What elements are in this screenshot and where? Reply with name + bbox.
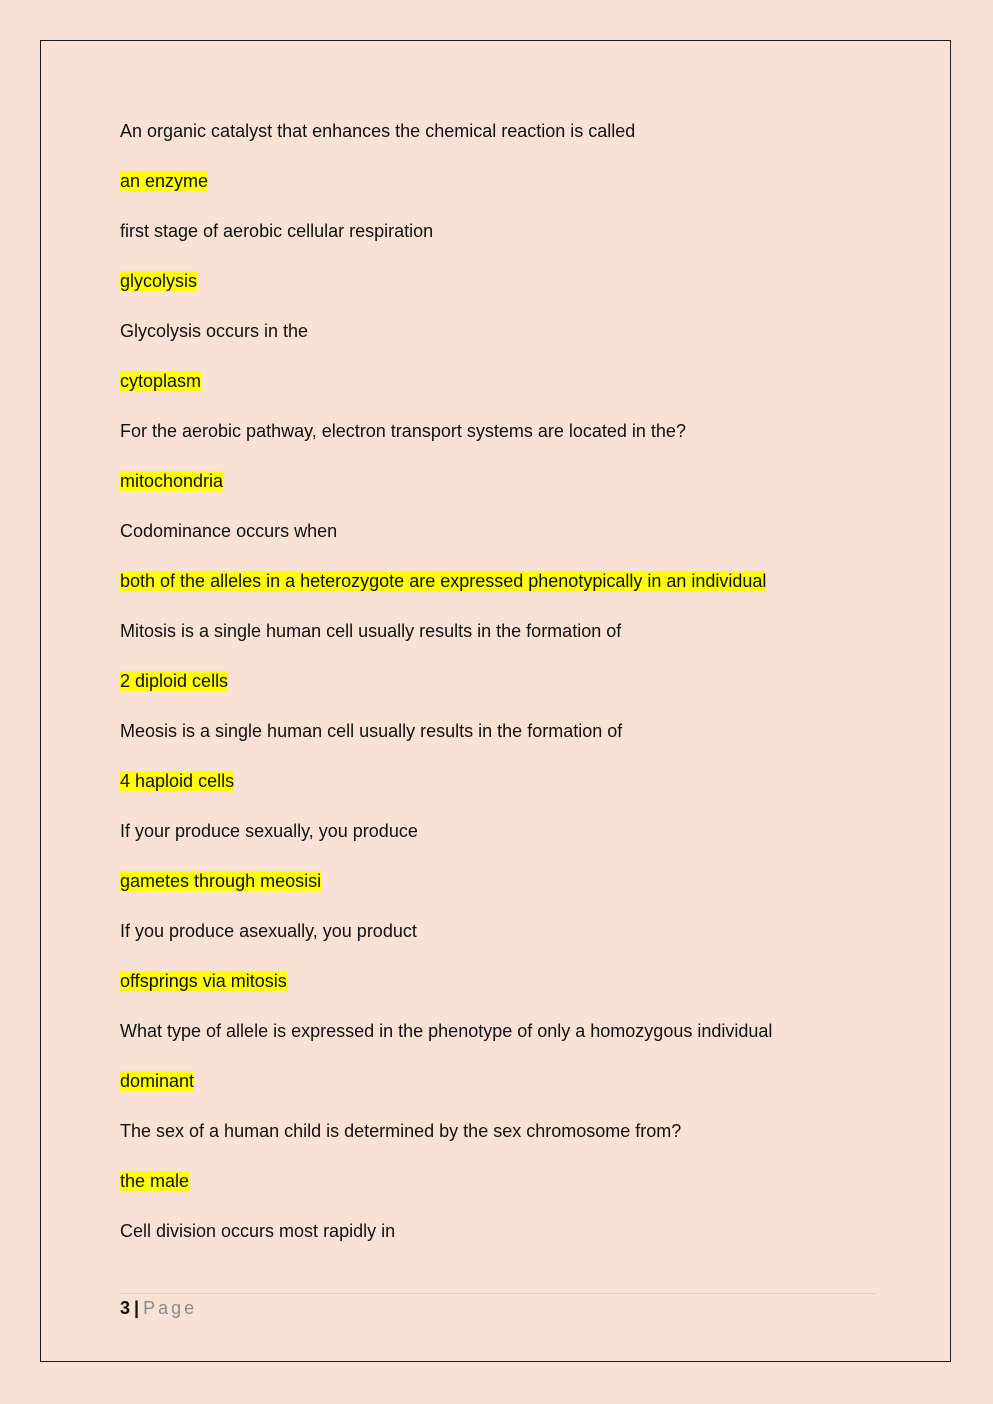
answer-text: glycolysis bbox=[120, 271, 198, 291]
answer-text: cytoplasm bbox=[120, 371, 202, 391]
answer-text: the male bbox=[120, 1171, 190, 1191]
question-text: For the aerobic pathway, electron transport systems are located in the? bbox=[120, 421, 686, 441]
footer-divider bbox=[120, 1293, 876, 1294]
question-line bbox=[120, 1018, 880, 1068]
question-line bbox=[120, 318, 880, 368]
question-line bbox=[120, 1218, 880, 1268]
question-text: What type of allele is expressed in the phenotype of only a homozygous individual bbox=[120, 1021, 773, 1041]
question-text: If your produce sexually, you produce bbox=[120, 821, 418, 841]
question-line bbox=[120, 618, 880, 668]
question-text: first stage of aerobic cellular respiration bbox=[120, 221, 434, 241]
question-text: Cell division occurs most rapidly in bbox=[120, 1221, 396, 1241]
answer-line bbox=[120, 1068, 880, 1118]
question-text: The sex of a human child is determined by the sex chromosome from? bbox=[120, 1121, 682, 1141]
question-line bbox=[120, 118, 880, 168]
answer-text: 2 diploid cells bbox=[120, 671, 229, 691]
answer-text: 4 haploid cells bbox=[120, 771, 235, 791]
question-text: Mitosis is a single human cell usually results in the formation of bbox=[120, 621, 622, 641]
answer-line bbox=[120, 568, 880, 618]
answer-text: dominant bbox=[120, 1071, 195, 1091]
question-text: An organic catalyst that enhances the chemical reaction is called bbox=[120, 121, 636, 141]
answer-text: gametes through meosisi bbox=[120, 871, 322, 891]
page-number: 3 bbox=[120, 1298, 131, 1318]
answer-line bbox=[120, 968, 880, 1018]
answer-text: offsprings via mitosis bbox=[120, 971, 287, 991]
footer-separator: | bbox=[134, 1298, 140, 1318]
page-footer bbox=[120, 1296, 197, 1320]
question-line bbox=[120, 218, 880, 268]
answer-text: mitochondria bbox=[120, 471, 224, 491]
answer-line bbox=[120, 168, 880, 218]
answer-line bbox=[120, 868, 880, 918]
question-line bbox=[120, 518, 880, 568]
question-line bbox=[120, 418, 880, 468]
answer-line bbox=[120, 668, 880, 718]
question-text: If you produce asexually, you product bbox=[120, 921, 417, 941]
answer-line bbox=[120, 768, 880, 818]
answer-line bbox=[120, 468, 880, 518]
answer-line bbox=[120, 1168, 880, 1218]
question-line bbox=[120, 918, 880, 968]
answer-text: both of the alleles in a heterozygote are expressed phenotypically in an individual bbox=[120, 571, 767, 591]
question-text: Glycolysis occurs in the bbox=[120, 321, 309, 341]
question-text: Codominance occurs when bbox=[120, 521, 338, 541]
question-line bbox=[120, 1118, 880, 1168]
answer-line bbox=[120, 268, 880, 318]
question-text: Meosis is a single human cell usually results in the formation of bbox=[120, 721, 623, 741]
question-line bbox=[120, 718, 880, 768]
answer-text: an enzyme bbox=[120, 171, 209, 191]
document-body bbox=[120, 118, 880, 1268]
page-label: Page bbox=[143, 1298, 198, 1318]
answer-line bbox=[120, 368, 880, 418]
question-line bbox=[120, 818, 880, 868]
